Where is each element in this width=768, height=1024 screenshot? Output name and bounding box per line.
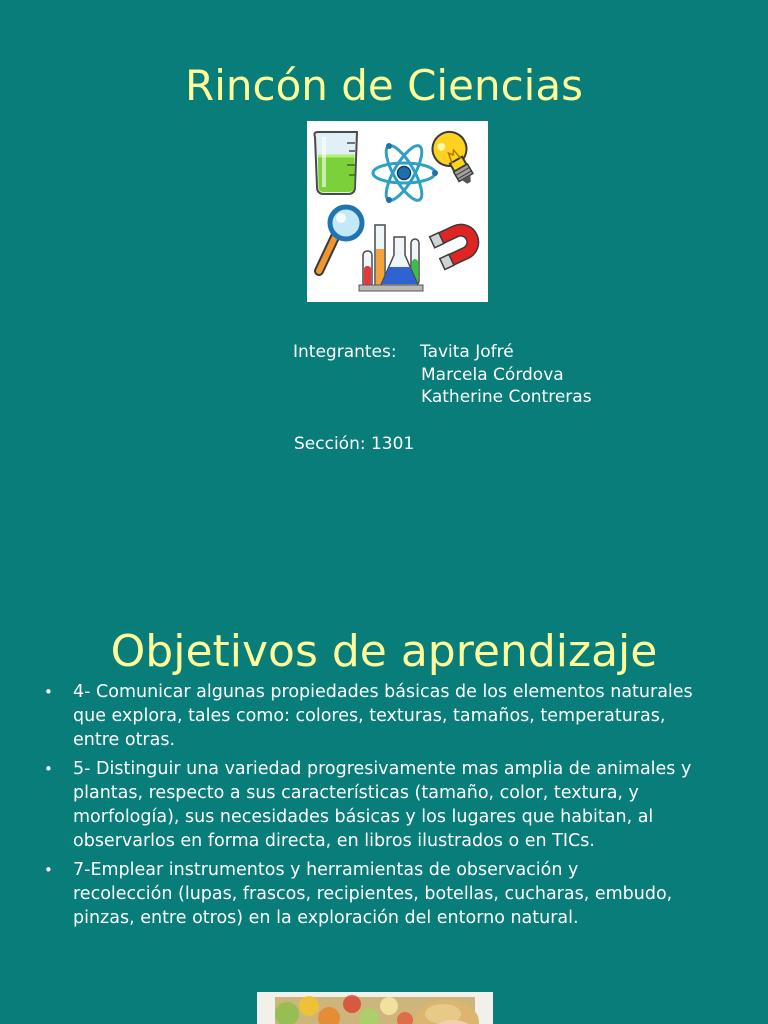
objective-line: plantas, respecto a sus características (tamaño, color, textura, y	[73, 783, 639, 803]
bullet-marker: •	[44, 861, 53, 879]
beaker-icon	[314, 132, 357, 194]
magnet-icon	[430, 221, 480, 270]
objective-text	[73, 680, 693, 752]
magnifying-glass-icon	[319, 207, 362, 271]
objective-text	[73, 757, 691, 853]
science-illustration	[307, 121, 488, 302]
bullet-marker: •	[44, 683, 53, 701]
member-name: Tavita Jofré	[420, 342, 514, 362]
objectives-title: Objetivos de aprendizaje	[110, 626, 658, 677]
atom-icon	[373, 141, 438, 205]
member-name: Marcela Córdova	[421, 365, 564, 385]
objective-line: entre otras.	[73, 730, 176, 750]
objective-line: 7-Emplear instrumentos y herramientas de observación y	[73, 860, 579, 880]
objective-line: que explora, tales como: colores, texturas, tamaños, temperaturas,	[73, 706, 666, 726]
objective-text	[73, 858, 672, 930]
members-label: Integrantes:	[293, 342, 397, 362]
section-label: Sección: 1301	[294, 434, 415, 454]
objective-line: 4- Comunicar algunas propiedades básicas de los elementos naturales	[73, 682, 693, 702]
child-photo-image	[257, 992, 493, 1024]
objective-line: 5- Distinguir una variedad progresivamente mas amplia de animales y	[73, 759, 692, 779]
objective-line: observarlos en forma directa, en libros ilustrados o en TICs.	[73, 831, 595, 851]
bullet-marker: •	[44, 760, 53, 778]
lightbulb-icon	[426, 126, 483, 191]
lab-flasks-icon	[359, 225, 423, 291]
objective-line: pinzas, entre otros) en la exploración del entorno natural.	[73, 908, 579, 928]
objective-line: recolección (lupas, frascos, recipientes, botellas, cucharas, embudo,	[73, 884, 673, 904]
objective-line: morfología), sus necesidades básicas y los lugares que habitan, al	[73, 807, 654, 827]
slide-title: Rincón de Ciencias	[185, 61, 583, 110]
member-name: Katherine Contreras	[421, 387, 592, 407]
